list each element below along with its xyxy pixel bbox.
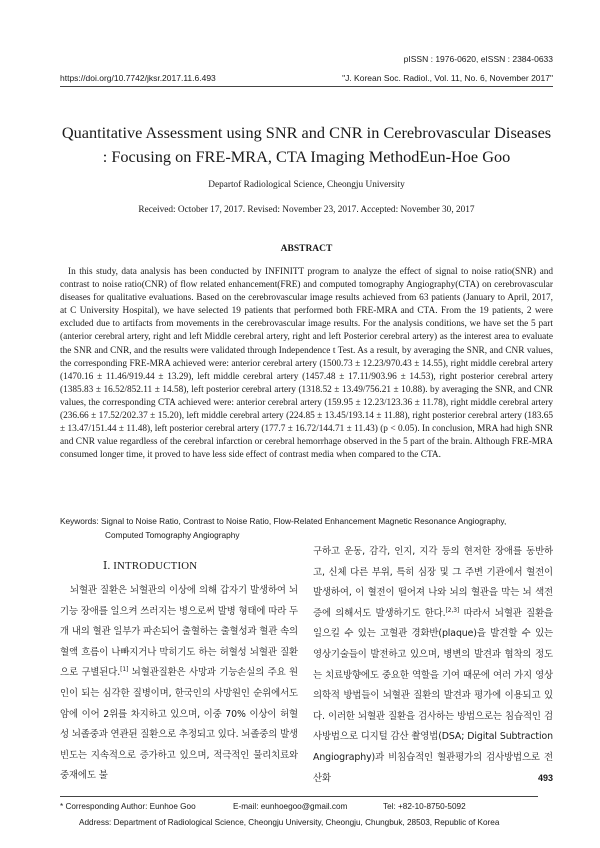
affiliation: Departof Radiological Science, Cheongju University <box>208 180 405 190</box>
reference-marker[interactable]: [2,3] <box>445 606 460 614</box>
body-left-text-a: 뇌혈관 질환은 뇌혈관의 이상에 의해 갑자기 발생하여 뇌 기능 장애를 일으켜 쓰러지는 병으로써 발병 형태에 따라 두개 내의 혈관 일부가 파손되어 출혈하는 출혈성과 혈관 속의 혈액 흐름이 나빠지거나 막히기도 하는 허혈성 뇌혈관 질환으로 구별된다. <box>60 585 298 679</box>
footnote-divider <box>60 796 538 797</box>
body-column-right <box>313 542 553 789</box>
keywords-line-2: Computed Tomography Angiography <box>105 529 240 540</box>
body-column-left <box>60 581 298 787</box>
submission-dates: Received: October 17, 2017. Revised: November 23, 2017. Accepted: November 30, 2017 <box>138 205 475 215</box>
corresponding-author: * Corresponding Author: Eunhoe Goo <box>60 802 196 811</box>
keywords <box>60 515 553 542</box>
paper-title: Quantitative Assessment using SNR and CNR in Cerebrovascular Diseases : Focusing on FRE-MRA, CTA Imaging MethodEun-Hoe Goo <box>61 123 552 166</box>
section-heading-introduction: Ⅰ. INTRODUCTION <box>103 560 198 572</box>
reference-marker[interactable]: [1] <box>120 666 129 674</box>
abstract-heading: ABSTRACT <box>280 244 333 254</box>
author-email[interactable]: E-mail: eunhoegoo@gmail.com <box>233 802 348 811</box>
page-number: 493 <box>537 773 553 783</box>
author-phone: Tel: +82-10-8750-5092 <box>383 802 466 811</box>
author-address: Address: Department of Radiological Science, Cheongju University, Cheongju, Chungbuk, 28503, Republic of Korea <box>79 818 500 827</box>
header-divider <box>60 86 553 87</box>
issn-line: pISSN : 1976-0620, eISSN : 2384-0633 <box>403 54 553 64</box>
body-right-text-a: 구하고 운동, 감각, 인지, 지각 등의 현저한 장애를 동반하고, 신체 다른 부위, 특히 심장 및 그 주변 기관에서 혈전이 발생하여, 이 혈전이 떨어져 나와 뇌의 혈관을 막는 뇌 색전증에 의해서도 발생하기도 한다. <box>313 546 553 619</box>
body-right-text-b: 따라서 뇌혈관 질환을 일으킬 수 있는 고혈관 경화반(plaque)을 발견할 수 있는 영상기술들이 발전하고 있으며, 병변의 발견과 협착의 정도는 치료방향에도 중요한 역할을 기여 때문에 여러 가지 영상 의학적 방법들이 뇌혈관 질환의 발견과 평가에 이용되고 있다. 이러한 뇌혈관 질환을 검사하는 방법으로는 침습적인 검사방법으로 디지털 감산 촬영법(DSA; Digital Subtraction Angiography)과 비침습적인 혈관평가의 검사방법으로 전산화 <box>313 607 553 784</box>
doi-link[interactable]: https://doi.org/10.7742/jksr.2017.11.6.493 <box>60 73 216 83</box>
abstract-text: In this study, data analysis has been conducted by INFINITT program to analyze the effect of signal to noise ratio(SNR) and contrast to noise ratio(CNR) of flow related enhancement(FRE) and computed tomography Angiography(CTA) on cerebrovascular diseases for qualitative evaluations. Based on the cerebrovascular image results achieved from 63 patients (January to April, 2017, at C University Hospital), we have selected 19 patients that performed both FRE-MRA and CTA. From the 19 patients, 2 were excluded due to artifacts from movements in the cerebrovascular image results. For the analysis conditions, we have set the 5 part (anterior cerebral artery, right and left Middle cerebral artery, right and left Posterior cerebral artery) as the interest area to evaluate the SNR and CNR, and the results were validated through Independence t Test. As a result, by averaging the SNR, and CNR values, the corresponding FRE-MRA achieved were: anterior cerebral artery (1500.73 ± 12.23/970.43 ± 14.55), right middle cerebral artery (1470.16 ± 11.46/919.44 ± 13.29), left middle cerebral artery (1457.48 ± 17.11/903.96 ± 14.53), right posterior cerebral artery (1385.83 ± 16.52/852.11 ± 14.58), left posterior cerebral artery (1318.52 ± 13.49/756.21 ± 10.88). by averaging the SNR, and CNR values, the corresponding CTA achieved were: anterior cerebral artery (159.95 ± 12.23/123.36 ± 11.78), right middle cerebral artery (236.66 ± 17.52/202.37 ± 15.20), left middle cerebral artery (224.85 ± 13.45/193.14 ± 11.88), right posterior cerebral artery (183.65 ± 13.47/151.44 ± 11.48), left posterior cerebral artery (177.7 ± 16.72/144.71 ± 11.43) (p < 0.05). In conclusion, MRA had high SNR and CNR value regardless of the cerebral infarction or cerebral hemorrhage observed in the 5 part of the brain. Although FRE-MRA consumed longer time, it proved to have less side effect of contrast media when compared to the CTA. <box>60 267 553 461</box>
keywords-line-1: Keywords: Signal to Noise Ratio, Contrast to Noise Ratio, Flow-Related Enhancement Magnetic Resonance Angiography, <box>60 516 507 526</box>
journal-citation: "J. Korean Soc. Radiol., Vol. 11, No. 6, November 2017" <box>342 73 553 83</box>
body-left-text-b: 뇌혈관질환은 사망과 기능손실의 주요 원인이 되는 심각한 질병이며, 한국인의 사망원인 순위에서도 암에 이어 2위를 차지하고 있으며, 이중 70% 이상이 허혈성 뇌졸중과 연관된 질환으로 추정되고 있다. 뇌졸중의 발생 빈도는 지속적으로 증가하고 있으며, 적극적인 물리치료와 중재에도 불 <box>60 667 298 782</box>
